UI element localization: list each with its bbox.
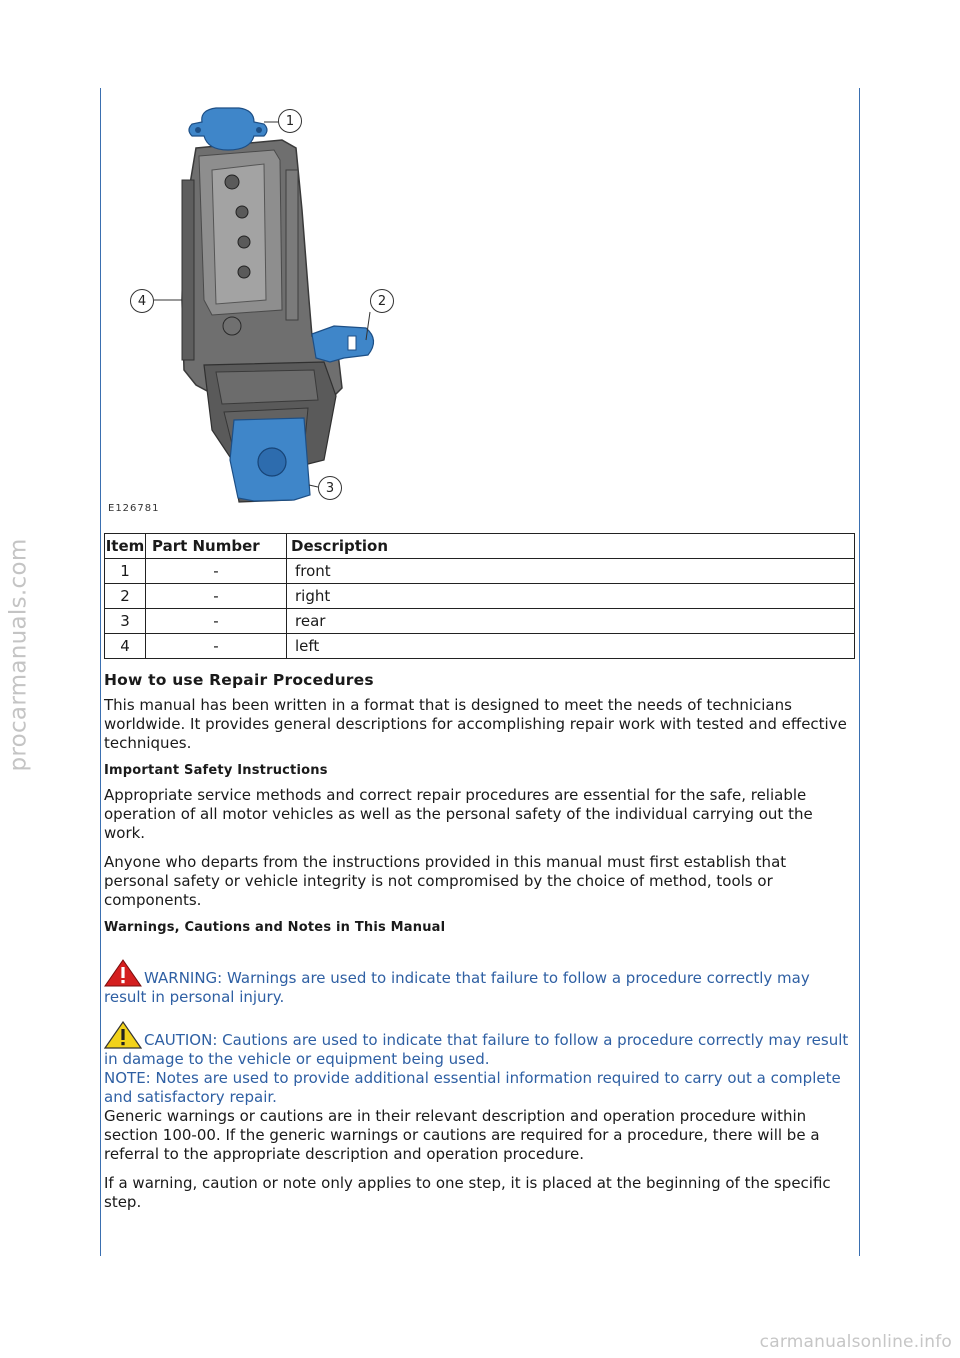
table-row	[105, 559, 855, 584]
safety-heading: Important Safety Instructions	[104, 763, 328, 778]
cell-part-number: -	[146, 559, 287, 584]
callout-1: 1	[278, 109, 302, 133]
note-notice: NOTE: Notes are used to provide additional essential information required to carry out a complete and satisfactory repair.	[104, 1069, 841, 1106]
table-row	[105, 609, 855, 634]
parts-table	[104, 533, 855, 659]
caution-triangle-icon	[104, 1021, 142, 1049]
table-row	[105, 634, 855, 659]
page-content	[104, 100, 855, 1222]
cell-item: 3	[105, 609, 146, 634]
callout-3: 3	[318, 476, 342, 500]
figure-code: E126781	[108, 503, 160, 514]
table-header-row	[105, 534, 855, 559]
caution-notice	[104, 1021, 855, 1069]
engine-illustration	[104, 100, 855, 520]
callout-4: 4	[130, 289, 154, 313]
engine-mount-figure	[104, 100, 855, 520]
safety-paragraph-2: Anyone who departs from the instructions provided in this manual must first establish that personal safety or vehicle integrity is not compromised by the choice of method, tools or components.	[104, 853, 787, 909]
intro-paragraph: This manual has been written in a format that is designed to meet the needs of technicians worldwide. It provides general descriptions for accomplishing repair work with tested and effective techniques.	[104, 696, 847, 752]
cell-description: rear	[287, 609, 855, 634]
left-margin-rule	[100, 88, 101, 1256]
cell-part-number: -	[146, 634, 287, 659]
header-item: Item	[105, 534, 146, 559]
step-paragraph: If a warning, caution or note only applies to one step, it is placed at the beginning of the specific step.	[104, 1174, 831, 1211]
caution-text: CAUTION: Cautions are used to indicate that failure to follow a procedure correctly may result in damage to the vehicle or equipment being used.	[104, 1031, 849, 1068]
bottom-watermark: carmanualsonline.info	[759, 1332, 952, 1352]
header-description: Description	[287, 534, 855, 559]
warning-notice	[104, 959, 855, 1007]
cell-item: 2	[105, 584, 146, 609]
warnings-heading: Warnings, Cautions and Notes in This Manual	[104, 920, 446, 935]
side-watermark: procarmanuals.com	[6, 538, 33, 772]
cell-part-number: -	[146, 609, 287, 634]
safety-paragraph-1: Appropriate service methods and correct repair procedures are essential for the safe, reliable operation of all motor vehicles as well as the personal safety of the individual carrying out the work.	[104, 786, 813, 842]
section-title: How to use Repair Procedures	[104, 671, 374, 689]
cell-item: 1	[105, 559, 146, 584]
warning-triangle-icon	[104, 959, 142, 987]
right-margin-rule	[859, 88, 860, 1256]
table-row	[105, 584, 855, 609]
cell-description: left	[287, 634, 855, 659]
callout-2: 2	[370, 289, 394, 313]
generic-paragraph: Generic warnings or cautions are in their relevant description and operation procedure within section 100-00. If the generic warnings or cautions are required for a procedure, there will be a referral to the appropriate description and operation procedure.	[104, 1107, 820, 1163]
header-part-number: Part Number	[146, 534, 287, 559]
cell-description: right	[287, 584, 855, 609]
cell-description: front	[287, 559, 855, 584]
cell-item: 4	[105, 634, 146, 659]
warning-text: WARNING: Warnings are used to indicate that failure to follow a procedure correctly may result in personal injury.	[104, 969, 810, 1006]
cell-part-number: -	[146, 584, 287, 609]
